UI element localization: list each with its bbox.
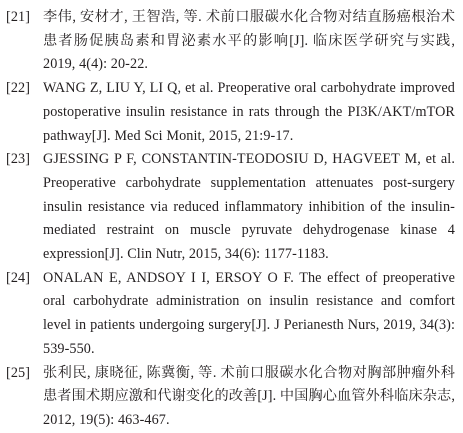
reference-number: [25] <box>6 364 31 381</box>
reference-text: WANG Z, LIU Y, LI Q, et al. Preoperative oral carbohydrate improved postoperative insulin resistance in rats through the PI3K/AKT/mTOR pathway[J]. Med Sci Monit, 2015, 21:9-17. <box>43 80 455 144</box>
reference-text: 张利民, 康晓征, 陈冀衡, 等. 术前口服碳水化合物对胸部肿瘤外科患者围术期应激和代谢变化的改善[J]. 中国胸心血管外科临床杂志, 2012, 19(5): 463-467. <box>43 364 455 428</box>
reference-item <box>6 6 455 77</box>
reference-item <box>6 148 455 267</box>
reference-text: GJESSING P F, CONSTANTIN-TEODOSIU D, HAGVEET M, et al. Preoperative carbohydrate supplementation attenuates post-surgery insulin resistance via reduced inflammatory inhibition of the insulin-mediated restraint on muscle pyruvate dehydrogenase kinase 4 expression[J]. Clin Nutr, 2015, 34(6): 1177-1183. <box>43 151 455 263</box>
reference-number: [22] <box>6 80 31 97</box>
reference-text: ONALAN E, ANDSOY I I, ERSOY O F. The effect of preoperative oral carbohydrate administration on insulin resistance and comfort level in patients undergoing surgery[J]. J Perianesth Nurs, 2019, 34(3): 539-550. <box>43 269 455 357</box>
reference-number: [24] <box>6 269 31 286</box>
reference-item <box>6 362 455 433</box>
reference-item <box>6 77 455 148</box>
reference-text: 李伟, 安材才, 王智浩, 等. 术前口服碳水化合物对结直肠癌根治术患者肠促胰岛素和胃泌素水平的影响[J]. 临床医学研究与实践, 2019, 4(4): 20-22. <box>43 9 455 73</box>
reference-item <box>6 267 455 362</box>
reference-number: [23] <box>6 151 31 168</box>
reference-number: [21] <box>6 9 31 25</box>
